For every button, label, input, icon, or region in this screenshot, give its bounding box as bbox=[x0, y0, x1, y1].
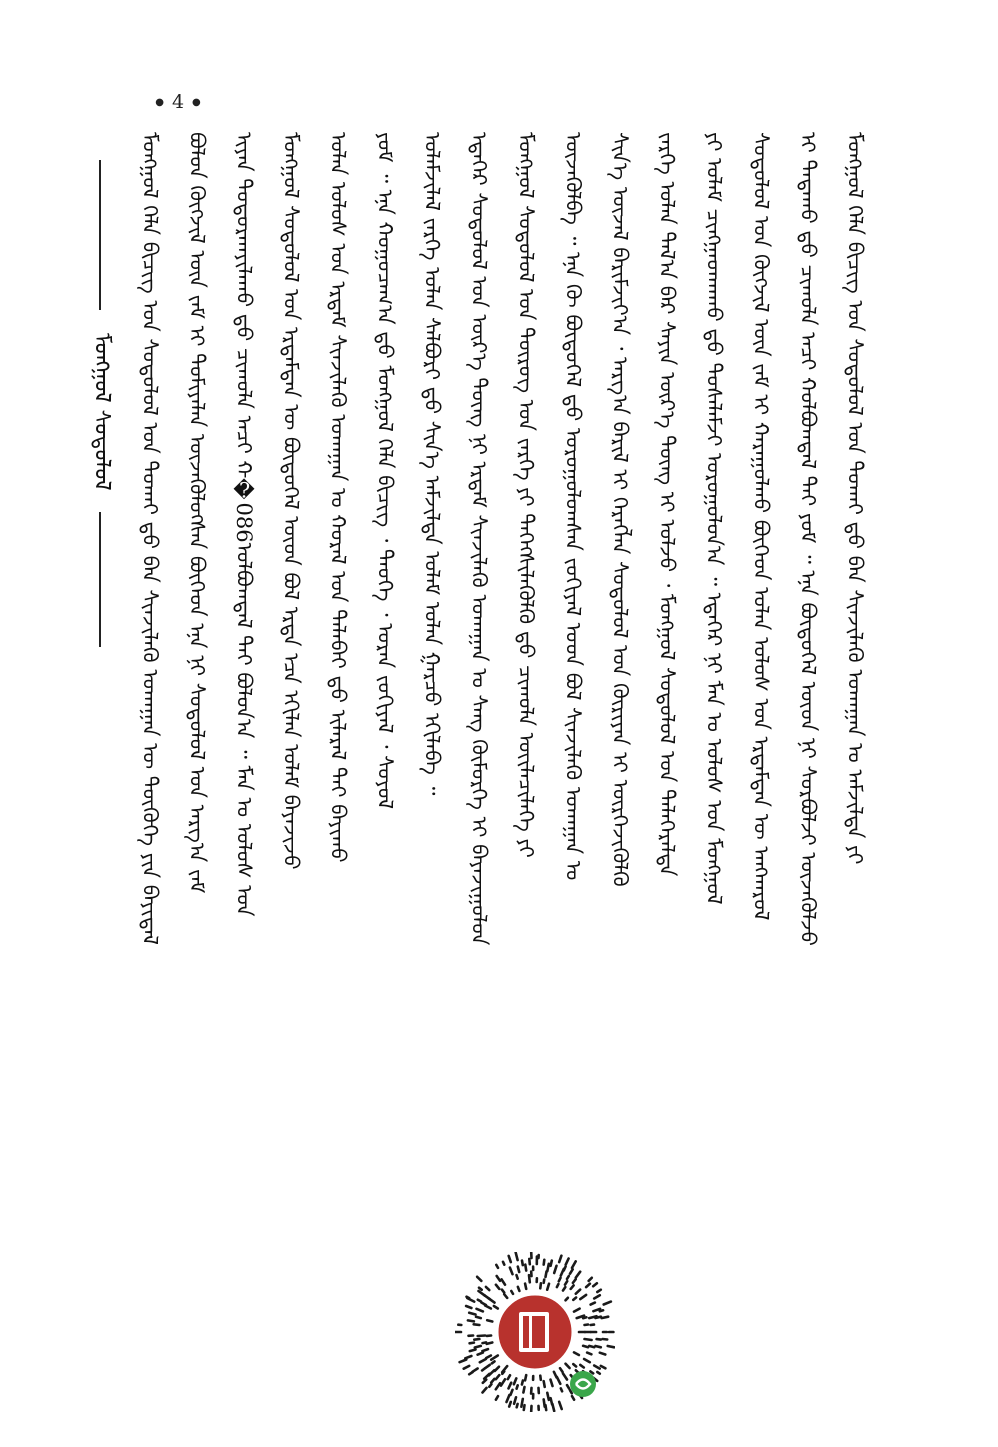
qr-code-dot bbox=[494, 1306, 498, 1309]
qr-code-dot bbox=[481, 1303, 486, 1306]
qr-code-dot bbox=[595, 1317, 601, 1318]
qr-code-dot bbox=[509, 1402, 511, 1407]
page-number-dot-left: ● bbox=[155, 96, 164, 108]
qr-code-dot bbox=[597, 1339, 601, 1340]
qr-code-dot bbox=[600, 1353, 606, 1355]
text-line: ᠮᠣᠩᠭᠣᠯ ᠰᠤᠳᠤᠯᠤᠯ ᠤᠨ ᠡᠷᠳᠡᠮᠲᠡᠨ ᠦ ᠪᠦᠲᠦᠭᠡᠯ ᠦᠳ ᠪᠣᠯ ᠡᠷᠲᠡ ᠡᠴᠡ ᠡᠬᠢᠯᠡᠨ ᠤᠯᠠᠮ ᠪᠠᠶᠠᠵᠢᠵᠤ bbox=[279, 132, 303, 870]
qr-code-dot bbox=[525, 1375, 526, 1380]
qr-code-dot bbox=[508, 1375, 510, 1379]
qr-code-dot bbox=[464, 1366, 470, 1369]
body-text bbox=[130, 132, 875, 1332]
qr-code-dot bbox=[518, 1267, 519, 1272]
qr-code-dot bbox=[496, 1396, 498, 1400]
qr-code-dot bbox=[580, 1295, 586, 1299]
qr-code-dot bbox=[566, 1298, 568, 1301]
qr-code-dot bbox=[602, 1317, 609, 1318]
text-line: ᠰᠤᠳᠤᠯᠤᠯ ᠤᠨ ᠬᠥᠭᠵᠢᠯ ᠦᠨ ᠵᠠᠮ ᠢ ᠬᠠᠷᠠᠭᠤᠯᠬᠤ ᠪᠥᠭᠡᠳ ᠣᠯᠠᠨ ᠤᠯᠤᠰ ᠤᠨ ᠡᠷᠳᠡᠮᠲᠡᠨ ᠦ ᠠᠩᠬᠠᠷᠤᠯ bbox=[749, 132, 773, 921]
qr-code-dot bbox=[547, 1284, 549, 1290]
qr-code-dot bbox=[478, 1353, 483, 1355]
qr-code-dot bbox=[492, 1361, 495, 1363]
qr-code-dot bbox=[587, 1353, 591, 1355]
qr-code-dot bbox=[522, 1381, 523, 1385]
qr-code-dot bbox=[507, 1395, 510, 1402]
qr-code-dot bbox=[597, 1372, 600, 1374]
qr-code-dot bbox=[547, 1264, 549, 1271]
qr-code-dot bbox=[570, 1390, 572, 1393]
qr-code-dot bbox=[489, 1384, 491, 1387]
qr-code-dot bbox=[573, 1364, 576, 1366]
qr-code-dot bbox=[563, 1287, 565, 1290]
qr-code-dot bbox=[483, 1380, 487, 1383]
running-head-rule-top bbox=[99, 160, 101, 310]
qr-code-dot bbox=[589, 1278, 592, 1281]
qr-code-dot bbox=[477, 1309, 483, 1312]
qr-code-dot bbox=[557, 1377, 560, 1384]
qr-code-dot bbox=[560, 1368, 563, 1372]
qr-code-dot bbox=[486, 1356, 491, 1359]
qr-code-dot bbox=[544, 1381, 545, 1387]
qr-code-dot bbox=[571, 1285, 574, 1289]
qr-code-dot bbox=[593, 1283, 597, 1286]
running-head-rule-bottom bbox=[99, 512, 101, 647]
qr-code-dot bbox=[589, 1346, 594, 1347]
qr-code-dot bbox=[469, 1313, 475, 1315]
text-line: ᠰᠢᠨ᠎ᠡ ᠦᠵᠡᠯ ᠪᠠᠷᠢᠮᠵᠢᠶ᠎ᠠ ᠂ ᠠᠷᠭ᠎ᠠ ᠪᠠᠷᠢᠯ ᠢ ᠬᠡᠷᠡᠭᠯᠡᠨ ᠰᠤᠳᠤᠯᠤᠯ ᠤᠨ ᠬᠦᠷᠢᠶᠡᠨ ᠢ ᠦᠷᠭᠡᠵᠢᠭᠦᠯᠬᠦ bbox=[608, 132, 632, 887]
wechat-badge-icon bbox=[570, 1371, 596, 1397]
qr-code-dot bbox=[559, 1256, 561, 1262]
qr-code-dot bbox=[496, 1265, 498, 1268]
qr-code-dot bbox=[496, 1383, 500, 1389]
qr-code-dot bbox=[603, 1339, 608, 1340]
qr-code-dot bbox=[547, 1393, 549, 1400]
qr-code-dot bbox=[466, 1306, 471, 1308]
qr-code-dot bbox=[608, 1346, 615, 1347]
qr-code-dot bbox=[476, 1317, 481, 1318]
qr-code-dot bbox=[497, 1276, 500, 1281]
qr-code-dot bbox=[604, 1302, 611, 1305]
qr-code-dot bbox=[475, 1346, 481, 1348]
qr-code-dot bbox=[523, 1387, 524, 1393]
qr-code-dot bbox=[479, 1288, 482, 1290]
running-head-title: ᠮᠣᠩᠭᠣᠯ ᠰᠤᠳᠤᠯᠤᠯ bbox=[89, 333, 114, 491]
qr-code-dot bbox=[482, 1368, 485, 1370]
qr-code-dot bbox=[480, 1359, 486, 1362]
qr-code-dot bbox=[529, 1275, 530, 1282]
qr-code-dot bbox=[518, 1287, 520, 1291]
qr-code-dot bbox=[583, 1346, 588, 1347]
qr-code-dot bbox=[503, 1262, 504, 1265]
qr-code-dot bbox=[601, 1366, 606, 1368]
qr-code-dot bbox=[483, 1388, 487, 1393]
qr-code-dot bbox=[509, 1383, 512, 1389]
qr-code-dot bbox=[585, 1339, 592, 1340]
qr-code-dot bbox=[514, 1378, 516, 1384]
qr-code-dot bbox=[514, 1397, 516, 1404]
qr-code-dot bbox=[529, 1259, 530, 1264]
qr-code-dot bbox=[487, 1343, 493, 1344]
qr-code-dot bbox=[517, 1404, 518, 1407]
qr-code-dot bbox=[600, 1310, 603, 1311]
qr-code-dot bbox=[597, 1290, 601, 1292]
qr-code-dot bbox=[484, 1374, 489, 1379]
qr-code-dot bbox=[478, 1336, 485, 1337]
qr-code-dot bbox=[573, 1298, 576, 1300]
qr-code-dot bbox=[477, 1277, 481, 1281]
qr-code-dot bbox=[551, 1261, 552, 1266]
qr-code-dot bbox=[483, 1342, 487, 1343]
qr-code-dot bbox=[517, 1385, 518, 1388]
qr-code-dot bbox=[501, 1379, 505, 1385]
qr-code-image bbox=[455, 1252, 615, 1412]
text-line: ᠡᠳᠡᠭᠡᠷ ᠰᠤᠳᠤᠯᠤᠯ ᠤᠨ ᠦᠷ᠎ᠡ ᠳᠦᠩ ᠨᠢ ᠡᠷᠳᠡᠮ ᠰᠢᠨᠵᠢᠯᠡᠬᠦ ᠤᠬᠠᠭᠠᠨ ᠤ ᠰᠠᠩ ᠬᠥᠮᠥᠷᠭᠡ ᠢ ᠪᠠᠶᠠᠵᠢᠭᠤᠯᠤᠨ bbox=[467, 132, 491, 946]
qr-code-dot bbox=[583, 1317, 586, 1318]
text-line: ᠶᠢ ᠤᠯᠠᠮ ᠴᠢᠩᠭᠠᠳᠬᠠᠬᠤ ᠳ᠋ᠤ ᠲᠤᠰᠠᠯᠠᠮᠵᠢ ᠣᠷᠤᠭᠤᠯᠤᠨ᠎ᠠ ᠃ ᠡᠳᠡᠭᠡᠷ ᠨᠢ ᠮᠠᠨ ᠤ ᠤᠯᠤᠰ ᠤᠨ ᠮᠣᠩᠭᠣᠯ bbox=[702, 132, 726, 905]
qr-code-dot bbox=[502, 1290, 504, 1293]
qr-code-dot bbox=[554, 1266, 556, 1273]
qr-code-dot bbox=[567, 1385, 569, 1389]
text-line: ᠦᠵᠡᠭᠦᠯᠪᠡ ᠃ ᠡᠨᠡ ᠬᠦ ᠪᠦᠲᠦᠭᠡᠯ ᠳ᠋ᠦ ᠣᠷᠣᠭᠤᠯᠤᠭᠰᠠᠨ ᠵᠣᠬᠢᠶᠠᠯ ᠤᠳ ᠪᠣᠯ ᠰᠢᠨᠵᠢᠯᠡᠬᠦ ᠤᠬᠠᠭᠠᠨ ᠤ bbox=[561, 132, 585, 881]
qr-code-dot bbox=[522, 1261, 523, 1266]
qr-code-badge[interactable] bbox=[455, 1252, 615, 1412]
qr-code-dot bbox=[468, 1320, 474, 1321]
qr-code-dot bbox=[496, 1285, 499, 1289]
qr-code-dot bbox=[502, 1371, 504, 1373]
qr-code-dot bbox=[594, 1295, 600, 1298]
qr-code-dot bbox=[590, 1371, 593, 1373]
qr-code-dot bbox=[521, 1399, 522, 1407]
qr-code-dot bbox=[486, 1287, 489, 1290]
qr-code-dot bbox=[485, 1365, 489, 1368]
qr-code-dot bbox=[470, 1343, 474, 1344]
text-line: ᠮᠣᠩᠭᠣᠯ ᠬᠡᠯᠡ ᠪᠢᠴᠢᠭ ᠤᠨ ᠰᠤᠳᠤᠯᠤᠯ ᠤᠨ ᠲᠤᠬᠠᠢ ᠳ᠋ᠤ ᠪᠠᠨ ᠰᠢᠨᠵᠢᠯᠡᠬᠦ ᠤᠬᠠᠭᠠᠨ ᠦ ᠲᠦᠭᠦᠬᠡ ᠶᠢᠨ ᠪᠠᠶᠢᠳᠠᠯ bbox=[138, 132, 162, 945]
qr-code-dot bbox=[474, 1324, 480, 1325]
text-line: ᠪᠣᠯᠤᠨ ᠬᠥᠭᠵᠢᠯ ᠦᠨ ᠵᠠᠮ ᠢ ᠲᠣᠮᠢᠶᠠᠯᠠᠨ ᠦᠵᠡᠭᠦᠯᠦᠭᠰᠡᠨ ᠪᠥᠭᠡᠳ ᠡᠨᠡ ᠨᠢ ᠰᠤᠳᠤᠯᠤᠯ ᠤᠨ ᠠᠷᠭ᠎ᠠ ᠵᠠᠮ bbox=[185, 132, 209, 894]
qr-code-dot bbox=[540, 1283, 541, 1288]
qr-code-dot bbox=[487, 1320, 492, 1321]
qr-code-dot bbox=[460, 1360, 467, 1363]
text-line: ᠤᠯᠠᠮᠵᠢᠯᠠᠯ ᠵᠡᠷᠭᠡ ᠣᠯᠠᠨ ᠰᠠᠯᠪᠤᠷᠢ ᠳ᠋ᠤ ᠰᠢᠨ᠎ᠡ ᠠᠮᠵᠢᠯᠲᠠ ᠤᠯᠠᠮ ᠣᠯᠠᠨ ᠭᠠᠷᠴᠤ ᠡᠬᠢᠯᠡᠪᠡ ᠃ bbox=[420, 132, 444, 796]
text-line: ᠣᠯᠠᠨ ᠤᠯᠤᠰ ᠤᠨ ᠡᠷᠳᠡᠮ ᠰᠢᠨᠵᠢᠯᠡᠬᠦ ᠤᠬᠠᠭᠠᠨ ᠤ ᠬᠤᠷᠠᠯ ᠤᠨ ᠲᠠᠯᠠᠪᠠᠶ ᠳ᠋ᠤ ᠢᠯᠡᠷᠡᠯ ᠲᠠᠶ ᠪᠠᠶᠢᠬᠤ bbox=[326, 132, 350, 863]
running-head bbox=[80, 140, 120, 660]
qr-code-dot bbox=[478, 1300, 481, 1302]
qr-code-dot bbox=[591, 1303, 595, 1305]
qr-code-dot bbox=[474, 1339, 479, 1340]
qr-code-dot bbox=[467, 1297, 470, 1298]
qr-code-dot bbox=[567, 1276, 569, 1279]
qr-code-dot bbox=[511, 1291, 513, 1294]
qr-code-dot bbox=[566, 1364, 570, 1368]
qr-code-dot bbox=[563, 1374, 567, 1380]
qr-code-dot bbox=[551, 1380, 553, 1386]
qr-code-dot bbox=[561, 1388, 562, 1391]
qr-code-dot bbox=[564, 1267, 566, 1271]
qr-code-dot bbox=[572, 1396, 574, 1400]
qr-code-dot bbox=[572, 1261, 576, 1268]
qr-code-dot bbox=[524, 1405, 525, 1410]
qr-code-dot bbox=[566, 1259, 569, 1265]
qr-code-dot bbox=[465, 1356, 471, 1358]
text-line: ᠮᠣᠩᠭᠣᠯ ᠬᠡᠯᠡ ᠪᠢᠴᠢᠭ ᠤᠨ ᠰᠤᠳᠤᠯᠤᠯ ᠤᠨ ᠲᠤᠬᠠᠢ ᠳ᠋ᠤ ᠪᠠᠨ ᠰᠢᠨᠵᠢᠯᠡᠬᠦ ᠤᠬᠠᠭᠠᠨ ᠤ ᠠᠮᠵᠢᠯᠲᠠ ᠶᠢ bbox=[843, 132, 867, 865]
qr-code-dot bbox=[594, 1366, 600, 1369]
qr-code-dot bbox=[502, 1279, 505, 1284]
qr-code-dot bbox=[540, 1376, 541, 1380]
qr-code-dot bbox=[482, 1349, 488, 1351]
qr-code-dot bbox=[586, 1284, 590, 1287]
qr-code-dot bbox=[584, 1359, 590, 1362]
qr-code-dot bbox=[516, 1253, 518, 1261]
text-line: ᠢ ᠲᠠᠲᠠᠬᠤ ᠳ᠋ᠤ ᠴᠢᠬᠤᠯᠠ ᠠᠴᠢ ᠬᠣᠯᠪᠣᠭᠳᠠᠯ ᠲᠠᠶ ᠶᠤᠮ ᠃ ᠡᠨᠡ ᠪᠦᠲᠦᠭᠡᠯ ᠦᠳ ᠨᠢ ᠰᠤᠷᠪᠤᠯᠵᠢ ᠦᠵᠡᠭᠦᠯᠵᠦ bbox=[796, 132, 820, 946]
qr-code-dot bbox=[491, 1379, 494, 1383]
qr-code-dot bbox=[576, 1290, 580, 1294]
qr-code-dot bbox=[552, 1404, 554, 1411]
qr-code-dot bbox=[595, 1346, 600, 1347]
text-line: ᠮᠣᠩᠭᠣᠯ ᠰᠤᠳᠤᠯᠤᠯ ᠤᠨ ᠲᠦᠷᠦᠭ ᠤᠨ ᠵᠡᠷᠭᠡ ᠶᠢ ᠳᠡᠭᠡᠭᠰᠢᠯᠡᠭᠦᠯᠬᠦ ᠳ᠋ᠤ ᠴᠢᠬᠤᠯᠠ ᠦᠢᠯᠡᠴᠢᠯᠡᠭᠡ ᠶᠢ bbox=[514, 132, 538, 858]
qr-code-dot bbox=[510, 1268, 513, 1275]
page-number-dot-right: ● bbox=[192, 96, 201, 108]
qr-code-dot bbox=[559, 1278, 561, 1282]
qr-code-dot bbox=[491, 1356, 498, 1360]
qr-code-dot bbox=[544, 1280, 545, 1283]
text-line: ᠵᠡᠷᠭᠡ ᠣᠯᠠᠨ ᠲᠠᠯ᠎ᠠ ᠪᠠᠷ ᠰᠠᠶᠢᠨ ᠦᠷ᠎ᠡ ᠳᠦᠩ ᠢ ᠣᠯᠵᠤ ᠂ ᠮᠣᠩᠭᠣᠯ ᠰᠤᠳᠤᠯᠤᠯ ᠤᠨ ᠳᠡᠯᠡᠭᠡᠷᠡᠯᠲᠡ bbox=[655, 132, 679, 877]
qr-code-dot bbox=[574, 1352, 579, 1355]
qr-code-dot bbox=[576, 1272, 580, 1278]
qr-code-dot bbox=[504, 1294, 507, 1298]
qr-code-dot bbox=[580, 1365, 584, 1368]
qr-code-dot bbox=[546, 1405, 547, 1410]
qr-code-dot bbox=[509, 1256, 511, 1262]
qr-code-dot bbox=[511, 1390, 513, 1395]
qr-code-dot bbox=[525, 1265, 526, 1271]
qr-code-dot bbox=[469, 1372, 473, 1374]
qr-code-dot bbox=[570, 1269, 573, 1273]
qr-code-dot bbox=[546, 1272, 547, 1278]
qr-code-dot bbox=[557, 1284, 559, 1287]
qr-code-dot bbox=[585, 1325, 589, 1326]
qr-code-dot bbox=[479, 1291, 485, 1296]
qr-code-dot bbox=[517, 1275, 518, 1279]
qr-code-dot bbox=[496, 1375, 499, 1379]
qr-code-dot bbox=[544, 1260, 545, 1265]
qr-code-dot bbox=[574, 1309, 580, 1312]
qr-code-dot bbox=[573, 1279, 576, 1283]
text-line: ᠢᠶᠠᠨ ᠲᠣᠳᠤᠷᠬᠠᠶᠢᠯᠠᠬᠤ ᠳ᠋ᠤ ᠴᠢᠬᠤᠯᠠ ᠠᠴᠢ ᠬ�086ᠣᠯᠪᠣᠭᠳᠠᠯ ᠲᠠᠶ ᠪᠣᠯᠤᠨ᠎ᠠ ᠃ ᠮᠠᠨ ᠤ ᠤᠯᠤᠰ ᠤᠨ bbox=[232, 132, 256, 917]
text-line: ᠶᠤᠮ ᠃ ᠡᠨᠡ ᠬᠤᠭᠤᠴᠠᠭ᠎ᠠ ᠳ᠋ᠤ ᠮᠣᠩᠭᠣᠯ ᠬᠡᠯᠡ ᠪᠢᠴᠢᠭ ᠂ ᠲᠡᠦᠬᠡ ᠂ ᠤᠷᠠᠨ ᠵᠣᠬᠢᠶᠠᠯ ᠂ ᠰᠣᠶᠣᠯ bbox=[373, 132, 397, 810]
qr-code-dot bbox=[559, 1402, 562, 1409]
qr-code-dot bbox=[470, 1350, 476, 1352]
page-number-value: 4 bbox=[171, 91, 185, 113]
qr-code-dot bbox=[525, 1284, 526, 1289]
qr-code-dot bbox=[565, 1281, 567, 1285]
page-number bbox=[143, 88, 213, 116]
